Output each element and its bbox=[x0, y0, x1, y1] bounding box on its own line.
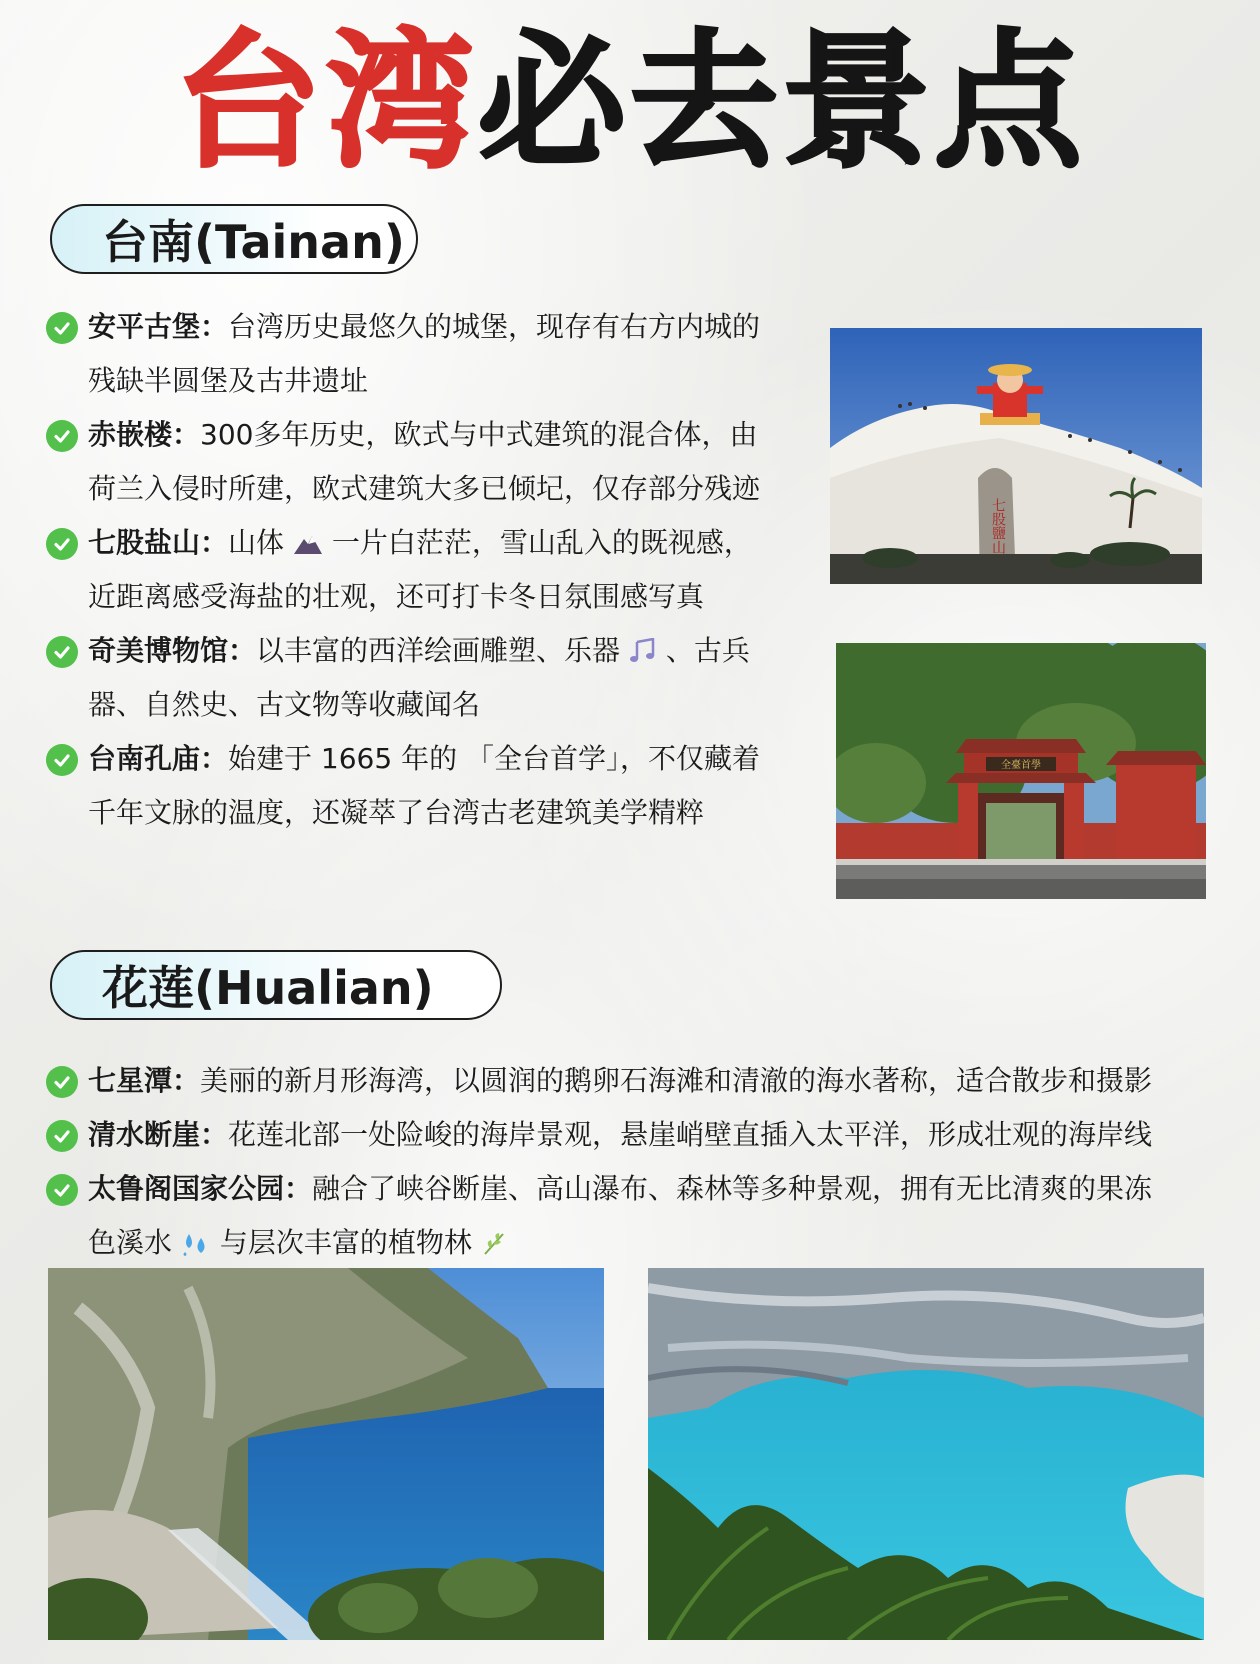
temple-gate bbox=[946, 739, 1096, 859]
check-circle-icon bbox=[46, 1120, 78, 1152]
photo-taroko-gorge bbox=[648, 1268, 1204, 1640]
check-circle-icon bbox=[46, 528, 78, 560]
tainan-list bbox=[46, 300, 776, 840]
list-item: 奇美博物馆：以丰富的西洋绘画雕塑、乐器 、古兵 器、自然史、古文物等收藏闻名 bbox=[46, 624, 776, 732]
check-circle-icon bbox=[46, 1066, 78, 1098]
check-circle-icon bbox=[46, 420, 78, 452]
svg-text:全臺首學: 全臺首學 bbox=[1001, 760, 1041, 771]
photo-qingshui-cliff bbox=[48, 1268, 604, 1640]
mountain-emoji bbox=[293, 533, 323, 555]
svg-text:七股鹽山: 七股鹽山 bbox=[990, 498, 1006, 554]
check-circle-icon bbox=[46, 1174, 78, 1206]
section-heading-label: 台南(Tainan) bbox=[102, 215, 405, 269]
photo-salt-mountain bbox=[830, 328, 1202, 584]
list-item: 七股盐山：山体 一片白茫茫，雪山乱入的既视感， 近距离感受海盐的壮观，还可打卡冬日氛围感写真 bbox=[46, 516, 776, 624]
list-item: 清水断崖：花莲北部一处险峻的海岸景观，悬崖峭壁直插入太平洋，形成壮观的海岸线 bbox=[46, 1108, 1226, 1162]
title-highlight: 台湾 bbox=[174, 16, 478, 188]
check-circle-icon bbox=[46, 636, 78, 668]
check-circle-icon bbox=[46, 744, 78, 776]
music-notes-emoji bbox=[629, 638, 657, 664]
herb-emoji bbox=[481, 1230, 509, 1256]
title-main: 必去景点 bbox=[478, 16, 1086, 188]
list-item: 台南孔庙：始建于 1665 年的 「全台首学」，不仅藏着 千年文脉的温度，还凝萃了台湾古老建筑美学精粹 bbox=[46, 732, 776, 840]
photo-confucius-temple bbox=[836, 643, 1206, 899]
page-title bbox=[0, 16, 1260, 188]
check-circle-icon bbox=[46, 312, 78, 344]
section-heading-hualien bbox=[50, 950, 502, 1020]
droplets-emoji bbox=[181, 1232, 211, 1256]
list-item: 太鲁阁国家公园：融合了峡谷断崖、高山瀑布、森林等多种景观，拥有无比清爽的果冻 色溪水 与层次丰富的植物林 bbox=[46, 1162, 1226, 1270]
list-item: 安平古堡：台湾历史最悠久的城堡，现存有右方内城的 残缺半圆堡及古井遗址 bbox=[46, 300, 776, 408]
section-heading-label: 花莲(Hualian) bbox=[102, 961, 434, 1015]
section-heading-tainan bbox=[50, 204, 418, 274]
hualien-list bbox=[46, 1054, 1226, 1270]
list-item: 七星潭：美丽的新月形海湾，以圆润的鹅卵石海滩和清澈的海水著称，适合散步和摄影 bbox=[46, 1054, 1226, 1108]
list-item: 赤嵌楼：300多年历史，欧式与中式建筑的混合体，由 荷兰入侵时所建，欧式建筑大多已倾圮，仅存部分残迹 bbox=[46, 408, 776, 516]
